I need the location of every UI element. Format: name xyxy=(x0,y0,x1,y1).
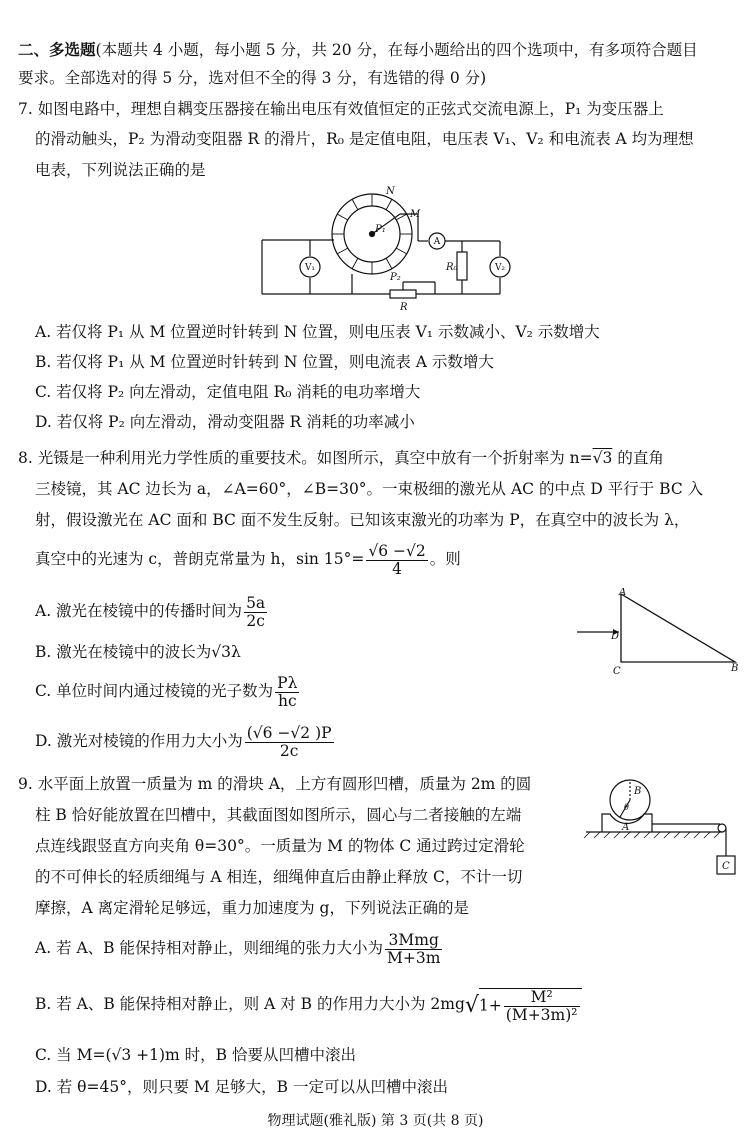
page-footer: 物理试题(雅礼版) 第 3 页(共 8 页) xyxy=(267,1113,484,1129)
q8-stem-3: 射，假设激光在 AC 面和 BC 面不发生反射。已知该束激光的功率为 P，在真空中的波长为 λ， xyxy=(35,511,690,529)
q8-option-a-frac xyxy=(244,595,267,630)
q9-mechanics-figure xyxy=(580,770,740,882)
label-a: A xyxy=(433,237,441,247)
label-m: M xyxy=(410,209,421,220)
q9-option-a-text: A. 若 A、B 能保持相对静止，则细绳的张力大小为 xyxy=(35,939,383,957)
q9-stem-4: 的不可伸长的轻质细绳与 A 相连，细绳伸直后由静止释放 C，不计一切 xyxy=(35,868,523,886)
q9-option-b-num: M² xyxy=(504,989,580,1007)
label-theta: θ xyxy=(624,803,629,812)
q9-stem-3: 点连线跟竖直方向夹角 θ=30°。一质量为 M 的物体 C 通过跨过定滑轮 xyxy=(35,837,525,855)
q9-stem-5: 摩擦，A 离定滑轮足够远，重力加速度为 g，下列说法正确的是 xyxy=(35,899,469,917)
q9-option-b-den: (M+3m)² xyxy=(505,1005,578,1024)
label-b-vertex: B xyxy=(731,663,739,674)
q8-option-d-num: (√6 −√2 )P xyxy=(246,723,332,742)
q9-stem-2: 柱 B 恰好能放置在凹槽中，其截面图如图所示，圆心与二者接触的左端 xyxy=(35,806,522,824)
q8-sqrt3: √3 xyxy=(592,449,613,467)
q7-option-a: A. 若仅将 P₁ 从 M 位置逆时针转到 N 位置，则电压表 V₁ 示数减小、V₂ 示数增大 xyxy=(35,323,600,341)
q9-option-b-inner: 1+ xyxy=(478,996,502,1014)
q8-option-a xyxy=(35,594,269,630)
section-desc-2: 要求。全部选对的得 5 分，选对但不全的得 3 分，有选错的得 0 分) xyxy=(18,69,487,87)
q9-option-b-text: B. 若 A、B 能保持相对静止，则 A 对 B 的作用力大小为 2mg xyxy=(35,995,465,1013)
q9-stem-1: 9. 水平面上放置一质量为 m 的滑块 A，上方有圆形凹槽，质量为 2m 的圆 xyxy=(18,775,532,793)
q8-stem-4b: 。则 xyxy=(429,550,461,568)
q7-option-d: D. 若仅将 P₂ 向左滑动，滑动变阻器 R 消耗的功率减小 xyxy=(35,413,415,431)
q9-option-a-num: 3Mmg xyxy=(385,932,442,950)
q8-option-a-text: A. 激光在棱镜中的传播时间为 xyxy=(35,602,243,620)
q8-stem-4 xyxy=(35,542,461,578)
q9-option-d: D. 若 θ=45°，则只要 M 足够大，B 一定可以从凹槽中滚出 xyxy=(35,1078,448,1096)
q8-sin15-den: 4 xyxy=(392,559,402,578)
q9-option-b-sqrt: √1+ $\frac{\text{M²}}{\text{(M+3m)²}}$ xyxy=(465,985,582,1026)
q8-stem-1 xyxy=(18,448,664,468)
section-desc-1: (本题共 4 小题，每小题 5 分，共 20 分，在每小题给出的四个选项中，有多项符合题目 xyxy=(95,41,698,59)
q8-option-b-text: B. 激光在棱镜中的波长为 xyxy=(35,643,212,661)
label-r0: R₀ xyxy=(446,262,458,273)
q8-option-b-val: √3λ xyxy=(211,643,241,661)
section-header xyxy=(18,40,698,60)
q8-option-c-den: hc xyxy=(277,691,297,710)
q8-option-d-den: 2c xyxy=(279,741,299,760)
q8-option-c-num: Pλ xyxy=(277,673,298,692)
q8-sin15-num: √6 −√2 xyxy=(368,541,426,560)
q7-stem-2: 的滑动触头，P₂ 为滑动变阻器 R 的滑片，R₀ 是定值电阻，电压表 V₁、V₂ 和电流表 A 均为理想 xyxy=(35,130,694,148)
label-p2: P₂ xyxy=(390,272,401,283)
q7-option-c: C. 若仅将 P₂ 向左滑动，定值电阻 R₀ 消耗的电功率增大 xyxy=(35,383,421,401)
q7-option-b: B. 若仅将 P₁ 从 M 位置逆时针转到 N 位置，则电流表 A 示数增大 xyxy=(35,353,494,371)
q8-option-d-frac xyxy=(245,725,334,760)
q8-option-b xyxy=(35,642,241,662)
q7-circuit-figure xyxy=(250,184,520,314)
q9-option-b xyxy=(35,984,582,1026)
q8-option-d xyxy=(35,724,336,760)
label-b-cyl: B xyxy=(634,786,642,797)
label-d-point: D xyxy=(611,631,620,642)
q8-stem-4a: 真空中的光速为 c，普朗克常量为 h，sin 15°= xyxy=(35,550,365,568)
q8-sin15-frac xyxy=(366,543,427,578)
label-n: N xyxy=(386,186,395,197)
q8-option-c xyxy=(35,674,301,710)
label-r: R xyxy=(400,302,408,313)
label-a-vertex: A xyxy=(619,588,627,598)
q8-option-d-text: D. 激光对棱镜的作用力大小为 xyxy=(35,732,243,750)
rheostat-r xyxy=(390,290,416,298)
q8-stem-2: 三棱镜，其 AC 边长为 a，∠A=60°，∠B=30°。一束极细的激光从 AC 的中点 D 平行于 BC 入 xyxy=(35,480,704,498)
q8-option-a-num: 5a xyxy=(246,593,266,612)
q8-stem-1b: 的直角 xyxy=(612,449,664,467)
label-c-vertex: C xyxy=(613,666,621,677)
q7-stem-3: 电表，下列说法正确的是 xyxy=(35,161,206,179)
q8-option-c-frac xyxy=(275,675,299,710)
q8-sqrt3-val: 3 xyxy=(602,449,613,467)
label-p1: P₁ xyxy=(375,224,386,235)
label-v2: V₂ xyxy=(494,263,506,273)
label-v1: V₁ xyxy=(304,263,316,273)
q9-option-a xyxy=(35,930,444,967)
section-title: 二、多选题 xyxy=(18,40,96,59)
label-a-block: A xyxy=(622,822,630,833)
q7-stem-1: 7. 如图电路中，理想自耦变压器接在输出电压有效值恒定的正弦式交流电源上，P₁ 为变压器上 xyxy=(18,100,664,118)
q9-option-a-frac xyxy=(385,932,442,967)
label-c-block: C xyxy=(722,861,730,872)
q8-option-c-text: C. 单位时间内通过棱镜的光子数为 xyxy=(35,682,274,700)
q9-option-c: C. 当 M=(√3 +1)m 时，B 恰要从凹槽中滚出 xyxy=(35,1046,356,1064)
q8-prism-figure xyxy=(575,588,745,678)
q8-stem-1a: 8. 光镊是一种利用光力学性质的重要技术。如图所示，真空中放有一个折射率为 n= xyxy=(18,449,593,467)
resistor-r0 xyxy=(457,252,467,280)
q9-option-a-den: M+3m xyxy=(387,948,441,967)
prism-triangle xyxy=(621,594,735,662)
q8-option-a-den: 2c xyxy=(246,611,265,630)
q9-option-b-frac xyxy=(504,989,580,1024)
pulley xyxy=(718,824,726,832)
